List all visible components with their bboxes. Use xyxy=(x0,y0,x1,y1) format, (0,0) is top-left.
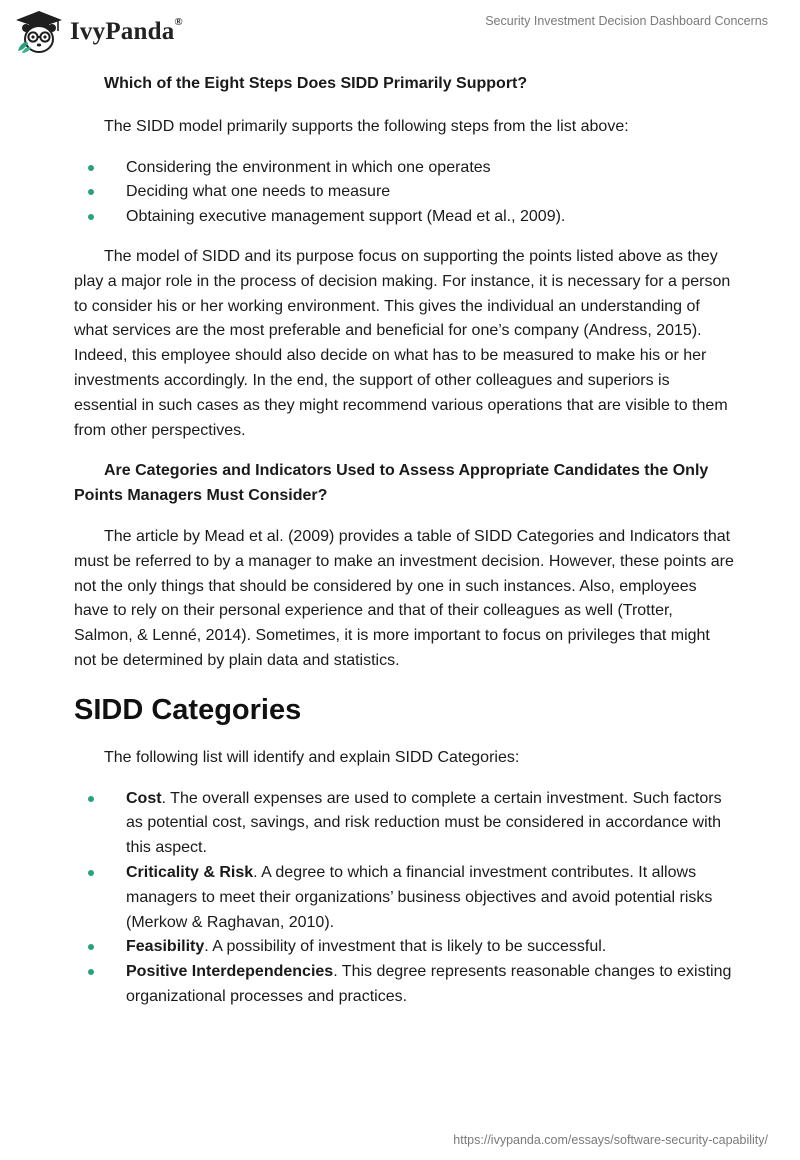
bullet-dot-icon xyxy=(88,944,94,950)
list-item: Considering the environment in which one operates xyxy=(74,156,734,181)
section-heading-categories-question: Are Categories and Indicators Used to Assess Appropriate Candidates the Only Points Managers Must Consider? xyxy=(74,462,709,505)
body-paragraph: The model of SIDD and its purpose focus on supporting the points listed above as they play a major role in the process of decision making. For instance, it is necessary for a person to consider his or her working environment. This gives the individual an understanding of what services are the most preferable and beneficial for one’s company (Andress, 2015). Indeed, this employee should also decide on what has to be measured to make his or her investments accordingly. In the end, the support of other colleagues and superiors is essential in such cases as they might recommend various operations that are visible to them from other perspectives. xyxy=(74,247,731,439)
category-term: Cost xyxy=(126,789,162,807)
body-paragraph: The article by Mead et al. (2009) provides a table of SIDD Categories and Indicators that must be referred to by a manager to make an investment decision. However, these points are not the only things that should be considered by one in such instances. Also, employees have to rely on their personal experience and that of their colleagues as well (Trotter, Salmon, & Lenné, 2014). Sometimes, it is more important to focus on privileges that might not be determined by plain data and statistics. xyxy=(74,527,734,669)
section-intro: The SIDD model primarily supports the following steps from the list above: xyxy=(104,117,629,135)
bullet-dot-icon xyxy=(88,796,94,802)
list-item: Obtaining executive management support (Mead et al., 2009). xyxy=(74,205,734,230)
section-title: SIDD Categories xyxy=(74,693,302,726)
bullet-dot-icon xyxy=(88,189,94,195)
section-heading-steps: Which of the Eight Steps Does SIDD Primarily Support? xyxy=(104,75,528,92)
panda-mascot-icon xyxy=(14,9,64,55)
category-term: Criticality & Risk xyxy=(126,863,254,881)
source-url-link[interactable]: https://ivypanda.com/essays/software-security-capability/ xyxy=(453,1133,768,1147)
categories-list xyxy=(74,787,734,1010)
document-title: Security Investment Decision Dashboard Concerns xyxy=(485,14,768,28)
brand-name: IvyPanda® xyxy=(70,16,183,45)
bullet-dot-icon xyxy=(88,214,94,220)
essay-body xyxy=(74,72,734,1010)
bullet-dot-icon xyxy=(88,870,94,876)
brand-logo[interactable] xyxy=(14,9,183,55)
list-item: Feasibility. A possibility of investment that is likely to be successful. xyxy=(74,935,734,960)
bullet-dot-icon xyxy=(88,969,94,975)
section-intro: The following list will identify and explain SIDD Categories: xyxy=(104,748,520,766)
category-term: Feasibility xyxy=(126,938,205,956)
list-item: Criticality & Risk. A degree to which a financial investment contributes. It allows managers to meet their organizations’ business objectives and avoid potential risks (Merkow & Raghavan, 2010). xyxy=(74,861,734,935)
list-item: Deciding what one needs to measure xyxy=(74,180,734,205)
steps-list xyxy=(74,156,734,230)
list-item: Positive Interdependencies. This degree represents reasonable changes to existing organizational processes and practices. xyxy=(74,960,734,1010)
page-header xyxy=(0,0,800,60)
category-term: Positive Interdependencies xyxy=(126,963,334,981)
list-item: Cost. The overall expenses are used to complete a certain investment. Such factors as potential cost, savings, and risk reduction must be considered in accordance with this aspect. xyxy=(74,787,734,861)
bullet-dot-icon xyxy=(88,165,94,171)
